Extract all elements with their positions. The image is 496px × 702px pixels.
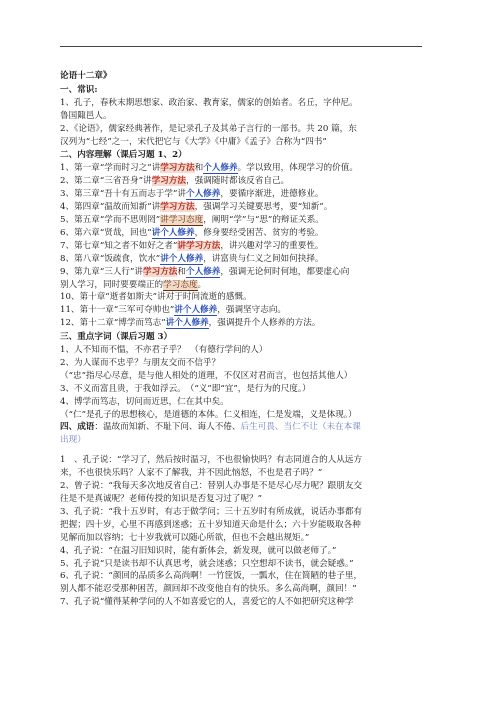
item-text: ，阐明“学”与“思”的辩证关系。 (203, 214, 324, 225)
highlight-learning-attitude: 学习态度 (163, 279, 198, 290)
item-text: 6、第六章“贤哉，回也” (60, 227, 152, 238)
item-text: ，讲富贵与仁义之间如何抉择。 (203, 253, 324, 264)
item-text: 3、第三章“吾十有五而志于学”讲 (60, 189, 186, 200)
item-text: ，强调无论何时何地，都要虚心向 (220, 266, 350, 277)
item-text: 。学以致用，体现学习的价值。 (237, 163, 358, 174)
item-text: ，要循序渐进，进德修业。 (220, 189, 324, 200)
highlight-self-cultivation: 讲个人修养 (160, 253, 204, 264)
translation-line: 把握；四十岁，心里不再感到迷惑；五十岁知道天命是什么；六十岁能吸取各种 (60, 519, 361, 530)
body-line: （“忠”指尽心尽意，是与他人相处的道理，不仅区对君而言，也包括其他人） (60, 370, 353, 381)
item-text: 9、第九章“三人行”讲 (60, 266, 144, 277)
translation-line: 来，不也很快乐吗？人家不了解我，并不因此恼怒，不也是君子吗？” (60, 468, 323, 479)
highlight-learning-method: 讲学习方法 (177, 240, 221, 251)
translation-line: 4、孔子说：“在温习旧知识时，能有新体会，新发现，就可以做老师了。” (60, 545, 337, 556)
body-line: 4、博学而笃志，切问而近思，仁在其中矣。 (60, 396, 229, 407)
document-title: 论语十二章》 (60, 71, 112, 81)
highlight-learning-method: 学习方法 (151, 176, 186, 187)
content-item-list (60, 162, 438, 278)
translation-list (60, 454, 438, 609)
translation-line: 别人都不能忍受那种困苦，颜回却不改变他自有的快乐。多么高尚啊，颜回！” (60, 584, 357, 595)
highlight-self-cultivation: 个人修养 (203, 163, 238, 174)
content-item (60, 188, 438, 201)
item-text: ，强调随时都该反省自己。 (186, 176, 290, 187)
body-line: 鲁国陬邑人。 (60, 110, 112, 121)
item-text: 4、第四章“温故而知新”讲 (60, 202, 161, 213)
translation-line: 6、孔子说：“颜回的品质多么高尚啊！一竹筐饭，一瓢水，住在简陋的巷子里， (60, 571, 363, 582)
body-line: 3、不义而富且贵，于我如浮云。 （“义”即“宜”，是行为的尺度。） (60, 383, 311, 394)
content-item (60, 201, 438, 214)
idioms-line: 四、成语：温故而知新、不耻下问、诲人不倦、后生可畏、当仁不让（未在本课 (60, 422, 361, 433)
content-item (60, 240, 438, 253)
item-text: 和 (194, 163, 204, 174)
content-item (60, 253, 438, 266)
header-rule (60, 46, 422, 47)
highlight-self-cultivation: 个人修养 (186, 266, 221, 277)
content-item: 别人学习，同时要要端正的学习态度。 (60, 279, 207, 290)
translation-line: 3、孔子说：“我十五岁时，有志于做学问；三十五岁时有所成就，说话办事都有 (60, 506, 363, 517)
translation-line: 5、孔子说“只是读书却不认真思考，就会迷惑；只空想却不读书，就会疑惑。” (60, 558, 354, 569)
highlight-learning-method: 学习方法 (160, 202, 195, 213)
highlight-self-cultivation: 讲个人修养 (174, 305, 218, 316)
item-text: 5、第五章“学而不思则罔” (60, 214, 161, 225)
highlight-self-cultivation: 个人修养 (185, 189, 221, 200)
translation-line: 往是不是真诚呢？老师传授的知识是否复习过了呢？” (60, 494, 263, 504)
translation-line: 7、孔子说“懂得某种学问的人不如喜爱它的人，喜爱它的人不如把研究这种学 (60, 597, 354, 608)
item-text: 7、第七章“知之者不如好之者” (60, 240, 178, 251)
body-line: 1、孔子，春秋末期思想家、政治家、教育家，儒家的创始者。名丘，字仲尼。 (60, 97, 358, 108)
section-heading-key-words: 三、重点字词（课后习题 3） (60, 332, 173, 343)
highlight-learning-attitude: 讲学习态度 (160, 214, 204, 225)
body-line: 2、为人谋而不忠乎？与朋友交而不信乎？ (60, 357, 221, 368)
item-text: ，讲兴趣对学习的重要性。 (220, 240, 324, 251)
translation-line: 见解而加以容纳；七十岁我就可以随心所欲，但也不会越出规矩。” (60, 532, 310, 543)
highlight-learning-method: 学习方法 (143, 266, 178, 277)
content-item: 11、第十一章“三军可夺帅也”讲个人修养，强调坚守志向。 (60, 305, 287, 316)
section-heading-idioms: 四、成语 (60, 422, 95, 433)
content-item (60, 227, 438, 240)
content-item (60, 162, 438, 175)
content-item (60, 266, 438, 279)
body-line: （“仁”是孔子的思想核心，是道德的本体。仁义相连，仁是发端，义是体现。） (60, 409, 357, 420)
section-heading-content: 二、内容理解（课后习题 1、2） (60, 150, 187, 161)
body-line: 汉列为“七经”之一，宋代把它与《大学》《中庸》《孟子》合称为“四书” (60, 136, 327, 147)
item-text: 1、第一章“学而时习之”讲 (60, 163, 161, 174)
item-text: 2、第二章“三省吾身”讲 (60, 176, 152, 187)
highlight-self-cultivation: 讲个人修养 (151, 227, 195, 238)
item-text: ，修身要经受困苦、贫穷的考验。 (194, 227, 324, 238)
item-text: 8、第八章“饭疏食，饮水” (60, 253, 161, 264)
highlight-learning-method: 学习方法 (160, 163, 195, 174)
section-heading-common-knowledge: 一、常识: (60, 84, 98, 95)
translation-line: 1 、孔子说：“学习了，然后按时温习，不也很愉快吗？有志同道合的人从远方 (60, 455, 363, 466)
body-line: 1、人不知而不愠，不亦君子乎？ （有德行学问的人） (60, 345, 268, 356)
item-text: 和 (177, 266, 187, 277)
item-text: ，强调学习关键要思考，要“知新”。 (194, 202, 333, 213)
content-item (60, 175, 438, 188)
body-line: 2、《论语》，儒家经典著作，是记录孔子及其弟子言行的一部书。共 20 篇，东 (60, 123, 357, 134)
content-item (60, 214, 438, 227)
document-body (60, 70, 438, 609)
translation-line: 2、曾子说：“我每天多次地反省自己：替别人办事是不是尽心尽力呢？跟朋友交 (60, 481, 363, 492)
idioms-note: 出现） (60, 435, 86, 446)
content-item: 12、第十二章“博学而笃志”讲个人修养，强调提升个人修养的方法。 (60, 318, 321, 329)
highlight-self-cultivation: 讲个人修养 (165, 318, 209, 329)
content-item: 10、第十章“逝者如斯夫”讲对于时间流逝的感慨。 (60, 292, 252, 303)
